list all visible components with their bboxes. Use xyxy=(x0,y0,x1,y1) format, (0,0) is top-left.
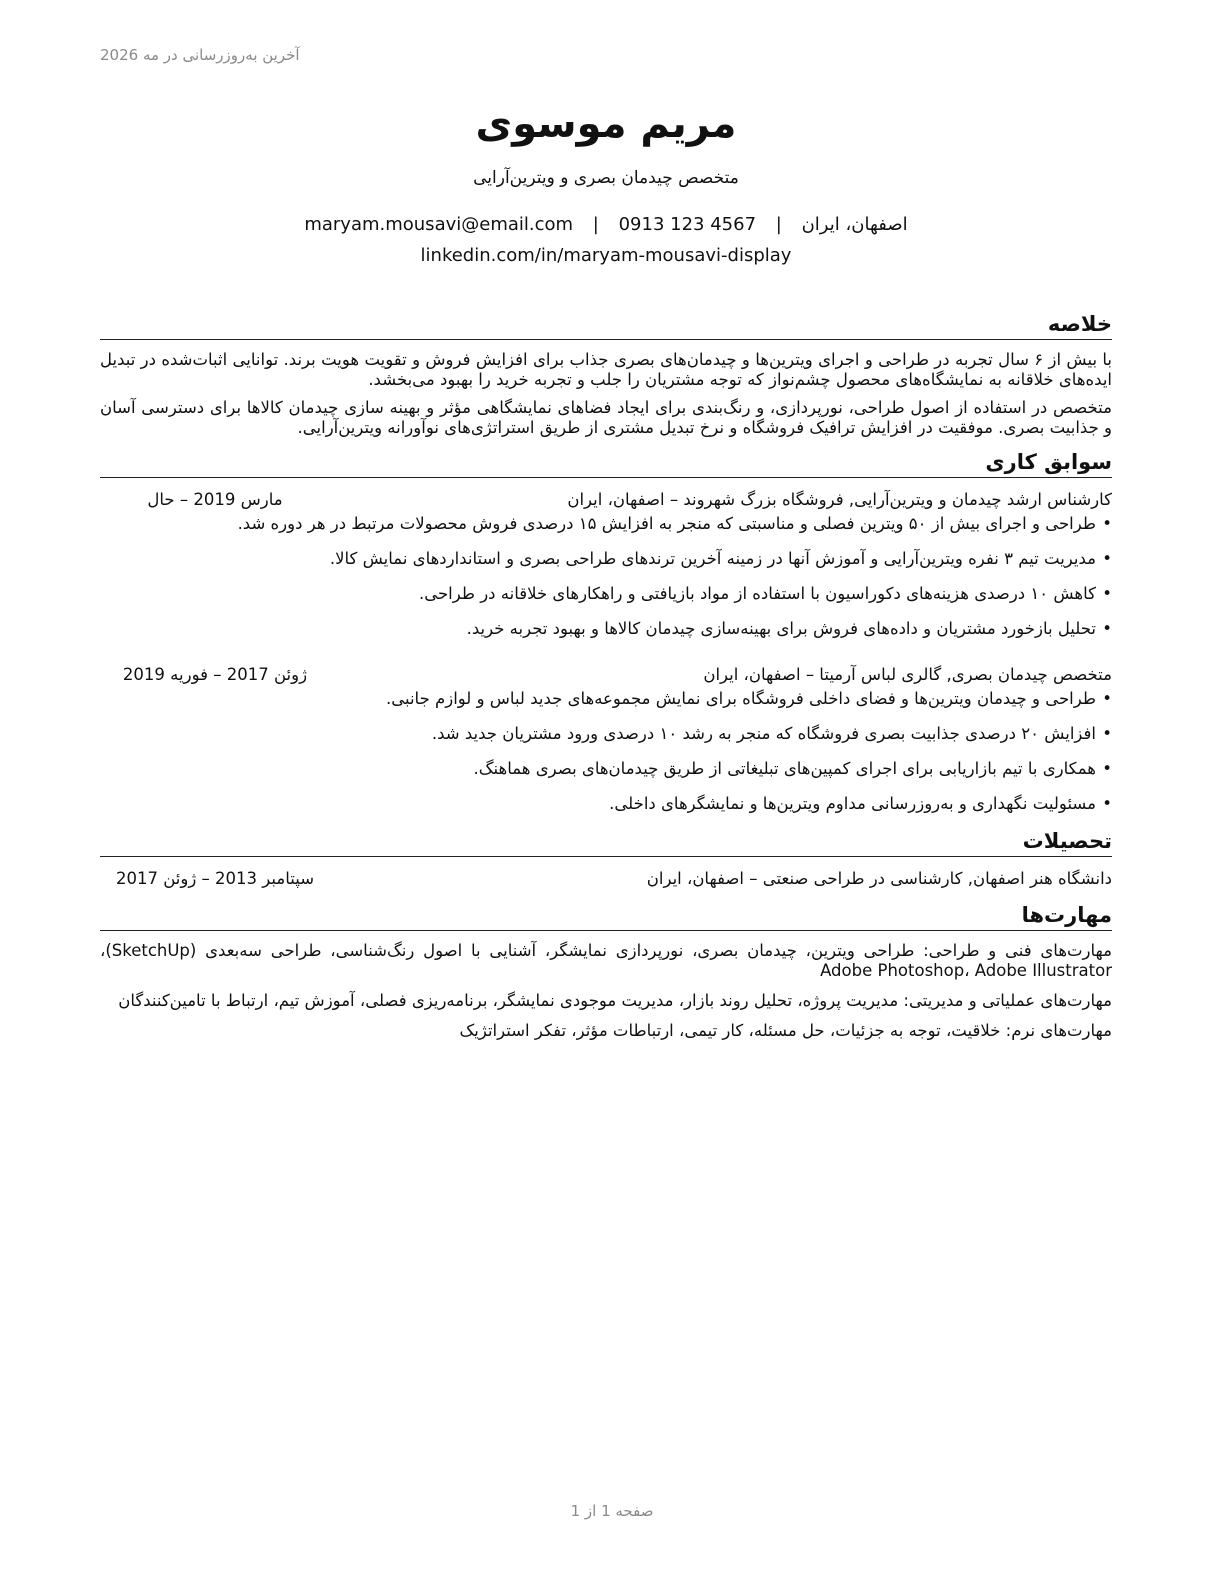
job-dates: مارس 2019 – حال xyxy=(147,490,283,509)
job-entry xyxy=(100,488,1112,641)
location-text: اصفهان، ایران xyxy=(801,214,908,235)
bullet-icon: • xyxy=(1102,584,1112,603)
contact-line xyxy=(100,214,1112,235)
candidate-title: متخصص چیدمان بصری و ویترین‌آرایی xyxy=(473,168,739,188)
bullet-icon: • xyxy=(1102,689,1112,708)
list-item xyxy=(100,547,1112,571)
section-heading-skills: مهارت‌ها xyxy=(100,901,1112,931)
section-heading-summary: خلاصه xyxy=(100,310,1112,340)
section-heading-experience: سوابق کاری xyxy=(100,448,1112,478)
resume-header xyxy=(100,96,1112,266)
summary-section xyxy=(100,310,1112,438)
job-bullets xyxy=(100,512,1112,641)
bullet-text: مدیریت تیم ۳ نفره ویترین‌آرایی و آموزش آنها در زمینه آخرین ترندهای طراحی بصری و استانداردهای نمایش کالا. xyxy=(329,549,1096,568)
bullet-text: مسئولیت نگهداری و به‌روزرسانی مداوم ویترین‌ها و نمایشگرهای داخلی. xyxy=(609,794,1096,813)
job-title: متخصص چیدمان بصری, گالری لباس آرمیتا – اصفهان، ایران xyxy=(703,665,1112,684)
list-item xyxy=(100,512,1112,536)
bullet-icon: • xyxy=(1102,794,1112,813)
bullet-text: تحلیل بازخورد مشتریان و داده‌های فروش برای بهینه‌سازی چیدمان کالاها و بهبود تجربه خرید. xyxy=(466,619,1096,638)
list-item xyxy=(100,617,1112,641)
bullet-text: طراحی و چیدمان ویترین‌ها و فضای داخلی فروشگاه برای نمایش مجموعه‌های جدید لباس و لوازم جانبی. xyxy=(385,689,1096,708)
list-item xyxy=(100,792,1112,816)
skills-paragraph: مهارت‌های نرم: خلاقیت، توجه به جزئیات، حل مسئله، کار تیمی، ارتباطات مؤثر، تفکر استراتژیک xyxy=(459,1021,1112,1040)
job-title: کارشناس ارشد چیدمان و ویترین‌آرایی, فروشگاه بزرگ شهروند – اصفهان، ایران xyxy=(567,490,1112,509)
skills-paragraph: مهارت‌های فنی و طراحی: طراحی ویترین، چیدمان بصری، نورپردازی نمایشگر، آشنایی با اصول رنگ‌شناسی، طراحی سه‌بعدی (SketchUp)، Adobe Photoshop، Adobe Illustrator xyxy=(100,941,1112,980)
page-number: صفحه 1 از 1 xyxy=(570,1502,654,1520)
job-dates: ژوئن 2017 – فوریه 2019 xyxy=(122,665,308,684)
resume-body xyxy=(100,310,1112,1051)
email-link[interactable]: maryam.mousavi@email.com xyxy=(304,214,574,235)
job-header xyxy=(100,488,1112,512)
education-title: دانشگاه هنر اصفهان, کارشناسی در طراحی صنعتی – اصفهان، ایران xyxy=(646,869,1112,888)
list-item xyxy=(100,757,1112,781)
summary-paragraph: متخصص در استفاده از اصول طراحی، نورپردازی، و رنگ‌بندی برای ایجاد فضاهای نمایشگاهی مؤثر و بهینه سازی چیدمان کالاها برای دسترسی آسان و جذابیت بصری. موفقیت در افزایش ترافیک فروشگاه و نرخ تبدیل مشتری از طریق استراتژی‌های نوآورانه ویترین‌آرایی. xyxy=(100,398,1112,437)
education-dates: سپتامبر 2013 – ژوئن 2017 xyxy=(115,869,315,888)
education-section xyxy=(100,827,1112,891)
contact-separator: | xyxy=(592,214,599,235)
list-item xyxy=(100,582,1112,606)
bullet-text: طراحی و اجرای بیش از ۵۰ ویترین فصلی و مناسبتی که منجر به افزایش ۱۵ درصدی فروش محصولات مرتبط در هر دوره شد. xyxy=(237,514,1096,533)
bullet-text: همکاری با تیم بازاریابی برای اجرای کمپین‌های تبلیغاتی از طریق چیدمان‌های بصری هماهنگ. xyxy=(473,759,1096,778)
phone-text: 0913 123 4567 xyxy=(618,214,757,235)
education-entry xyxy=(100,867,1112,891)
skills-section xyxy=(100,901,1112,1041)
experience-section xyxy=(100,448,1112,816)
bullet-icon: • xyxy=(1102,619,1112,638)
skills-paragraph: مهارت‌های عملیاتی و مدیریتی: مدیریت پروژه، تحلیل روند بازار، مدیریت موجودی نمایشگر، برنامه‌ریزی فصلی، آموزش تیم، ارتباط با تامین‌کنندگان xyxy=(118,991,1112,1010)
bullet-text: کاهش ۱۰ درصدی هزینه‌های دکوراسیون با استفاده از مواد بازیافتی و راهکارهای خلاقانه در طراحی. xyxy=(418,584,1096,603)
contact-separator: | xyxy=(775,214,782,235)
bullet-icon: • xyxy=(1102,759,1112,778)
bullet-text: افزایش ۲۰ درصدی جذابیت بصری فروشگاه که منجر به رشد ۱۰ درصدی ورود مشتریان جدید شد. xyxy=(431,724,1096,743)
job-header xyxy=(100,663,1112,687)
last-updated-note: آخرین به‌روزرسانی در مه 2026 xyxy=(100,46,300,64)
bullet-icon: • xyxy=(1102,549,1112,568)
list-item xyxy=(100,722,1112,746)
job-bullets xyxy=(100,687,1112,816)
section-heading-education: تحصیلات xyxy=(100,827,1112,857)
bullet-icon: • xyxy=(1102,724,1112,743)
job-entry xyxy=(100,663,1112,816)
summary-paragraph: با بیش از ۶ سال تجربه در طراحی و اجرای ویترین‌ها و چیدمان‌های بصری جذاب برای افزایش فروش و تقویت هویت برند. توانایی اثبات‌شده در تبدیل ایده‌های خلاقانه به نمایشگاه‌های محصول چشم‌نواز که توجه مشتریان را جلب و تجربه خرید را بهبود می‌بخشد. xyxy=(100,350,1113,389)
linkedin-link[interactable]: linkedin.com/in/maryam-mousavi-display xyxy=(420,245,792,266)
list-item xyxy=(100,687,1112,711)
bullet-icon: • xyxy=(1102,514,1112,533)
candidate-name: مریم موسوی xyxy=(475,101,737,147)
